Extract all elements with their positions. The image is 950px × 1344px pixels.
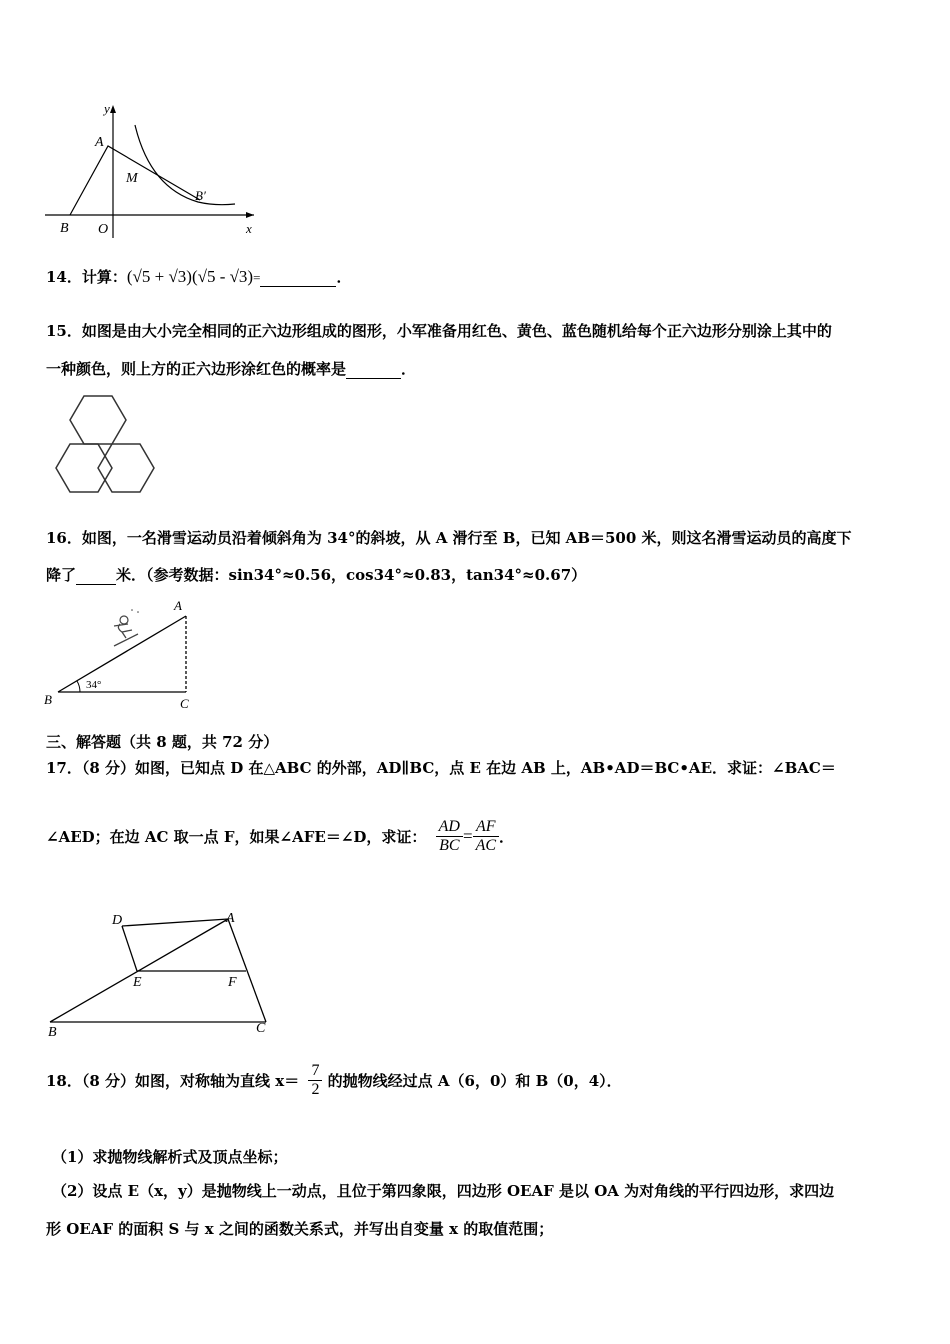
q18-frac-denominator: 2 bbox=[311, 1081, 320, 1098]
label-C: C bbox=[256, 1021, 266, 1036]
q14-answer-blank bbox=[260, 268, 336, 287]
label-B: B bbox=[44, 692, 52, 707]
label-B: B bbox=[48, 1025, 57, 1040]
label-C: C bbox=[180, 696, 189, 711]
frac1-numerator: AD bbox=[436, 818, 463, 837]
x-axis-arrow bbox=[246, 212, 254, 218]
q16-line2 bbox=[46, 564, 586, 585]
q15-answer-blank bbox=[346, 360, 401, 379]
label-A: A bbox=[174, 598, 182, 613]
fraction-ad-bc bbox=[436, 818, 463, 855]
frac2-denominator: AC bbox=[475, 837, 497, 854]
hexagon-figure bbox=[48, 392, 173, 508]
hexagon-bottom-right bbox=[98, 444, 154, 492]
q16-line1: 16．如图，一名滑雪运动员沿着倾斜角为 34°的斜坡，从 A 滑行至 B，已知 AB＝500 米，则这名滑雪运动员的高度下 bbox=[46, 529, 852, 547]
frac1-denominator: BC bbox=[439, 837, 460, 854]
label-O: O bbox=[98, 222, 109, 237]
fraction-af-ac bbox=[473, 818, 499, 855]
skier-icon bbox=[114, 609, 139, 646]
q15-end: ． bbox=[401, 360, 417, 378]
label-B: B bbox=[60, 221, 69, 236]
hyperbola-curve bbox=[135, 125, 235, 205]
q16-line2-post: 米．（参考数据：sin34°≈0.56，cos34°≈0.83，tan34°≈0.67） bbox=[116, 566, 587, 584]
q14-equals: = bbox=[253, 270, 261, 285]
q17-line1: 17．（8 分）如图，已知点 D 在△ABC 的外部，AD∥BC，点 E 在边 AB 上，AB•AD＝BC•AE．求证：∠BAC＝ bbox=[46, 759, 836, 777]
q17-line2 bbox=[46, 818, 514, 855]
label-D: D bbox=[112, 913, 123, 928]
question-14 bbox=[46, 266, 351, 287]
q16-line2-pre: 降了 bbox=[46, 566, 77, 584]
label-A: A bbox=[95, 135, 104, 150]
label-M: M bbox=[126, 171, 138, 186]
ski-slope-figure bbox=[40, 596, 200, 712]
q14-expr1: (√5 + √3) bbox=[126, 267, 192, 286]
q14-expr2: (√5 - √3) bbox=[191, 267, 254, 286]
hexagon-top bbox=[70, 396, 126, 444]
angle-arc bbox=[77, 681, 80, 692]
slope-line-AB bbox=[58, 616, 186, 692]
coordinate-graph-figure bbox=[40, 100, 265, 242]
trapezoid-figure bbox=[40, 902, 280, 1042]
q17-line2-text: ∠AED；在边 AC 取一点 F，如果∠AFE＝∠D，求证： bbox=[46, 828, 427, 846]
q18-post: 的抛物线经过点 A（6，0）和 B（0，4）． bbox=[327, 1072, 622, 1090]
q18-part2-line1: （2）设点 E（x，y）是抛物线上一动点，且位于第四象限，四边形 OEAF 是以 OA 为对角线的平行四边形，求四边 bbox=[52, 1182, 835, 1200]
hexagon-bottom-left bbox=[56, 444, 112, 492]
q16-answer-blank bbox=[76, 566, 116, 585]
q14-end: ． bbox=[336, 268, 352, 286]
q18-pre: 18．（8 分）如图，对称轴为直线 x＝ bbox=[46, 1072, 300, 1090]
q15-line1: 15．如图是由大小完全相同的正六边形组成的图形，小军准备用红色、黄色、蓝色随机给每个正六边形分别涂上其中的 bbox=[46, 322, 832, 340]
q18-part2-line2: 形 OEAF 的面积 S 与 x 之间的函数关系式，并写出自变量 x 的取值范围； bbox=[46, 1220, 554, 1238]
label-F: F bbox=[228, 975, 237, 990]
label-E: E bbox=[133, 975, 142, 990]
y-axis-arrow bbox=[110, 105, 116, 113]
q14-label: 14．计算： bbox=[46, 268, 127, 286]
fraction-7-2 bbox=[308, 1062, 322, 1099]
frac2-numerator: AF bbox=[473, 818, 499, 837]
label-x: x bbox=[246, 221, 252, 236]
q15-line2 bbox=[46, 358, 416, 379]
label-A: A bbox=[226, 911, 235, 926]
q18-part1: （1）求抛物线解析式及顶点坐标； bbox=[52, 1148, 288, 1166]
q15-line2-text: 一种颜色，则上方的正六边形涂红色的概率是 bbox=[46, 360, 347, 378]
fraction-equals: = bbox=[462, 826, 473, 846]
q18-line1 bbox=[46, 1062, 622, 1099]
label-y: y bbox=[104, 101, 110, 116]
q17-end: ． bbox=[499, 828, 515, 846]
line-DE bbox=[122, 926, 137, 971]
q18-frac-numerator: 7 bbox=[308, 1062, 322, 1081]
angle-label: 34° bbox=[86, 679, 102, 691]
label-B-prime: B′ bbox=[195, 188, 206, 203]
line-DA bbox=[122, 919, 228, 926]
section-3-heading: 三、解答题（共 8 题，共 72 分） bbox=[46, 733, 279, 751]
